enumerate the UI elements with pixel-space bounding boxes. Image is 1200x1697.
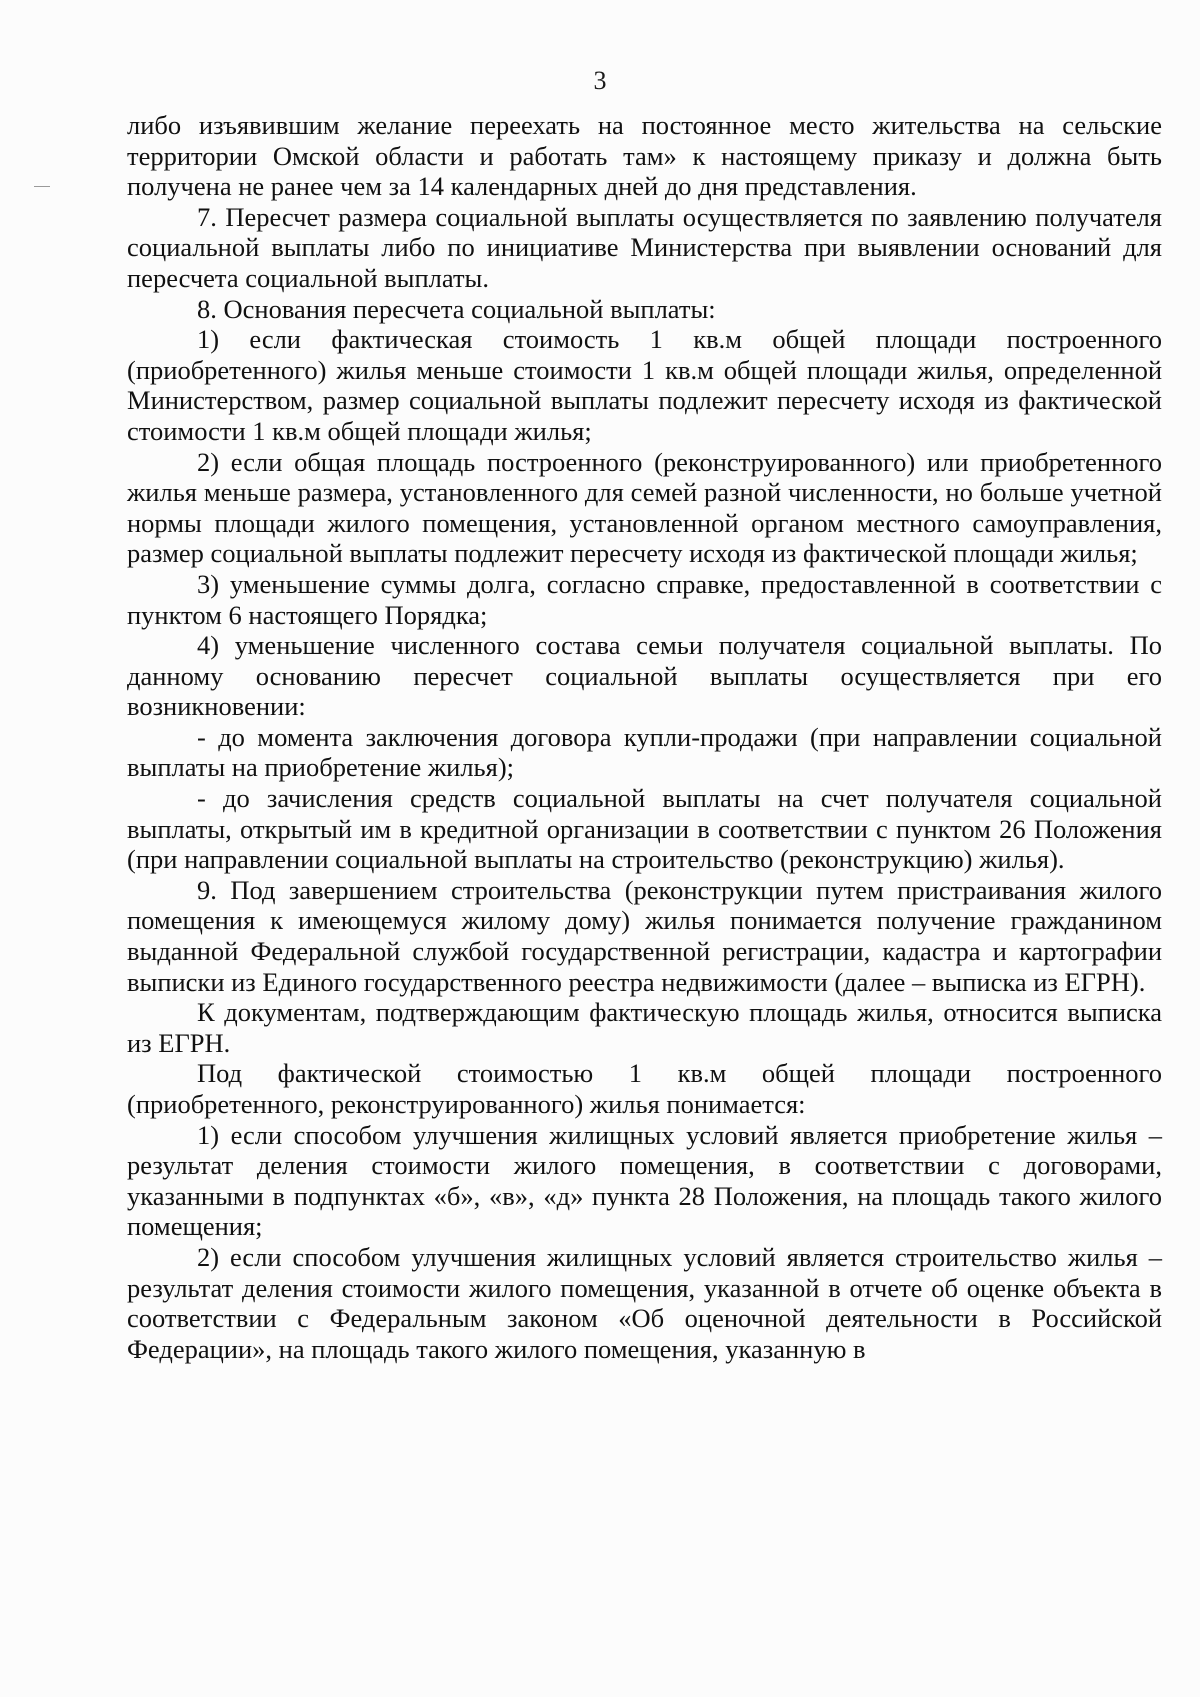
paragraph-continuation: либо изъявившим желание переехать на постоянное место жительства на сельские территории Омской области и работать там» к настоящему приказу и должна быть получена не ранее чем за 14 календарных дней до дня представления. <box>127 110 1162 202</box>
page-number: 3 <box>593 66 607 95</box>
subitem-8-1: 1) если фактическая стоимость 1 кв.м общей площади построенного (приобретенного) жилья меньше стоимости 1 кв.м общей площади жилья, определенной Министерством, размер социальной выплаты подлежит пересчету исходя из фактической стоимости 1 кв.м общей площади жилья; <box>127 324 1162 446</box>
subitem-8-2: 2) если общая площадь построенного (реконструированного) или приобретенного жилья меньше размера, установленного для семей разной численности, но больше учетной нормы площади жилого помещения, установленной органом местного самоуправления, размер социальной выплаты подлежит пересчету исходя из фактической площади жилья; <box>127 446 1162 569</box>
paragraph-item-8: 8. Основания пересчета социальной выплаты: <box>197 293 716 324</box>
dash-item-construction: - до зачисления средств социальной выплаты на счет получателя социальной выплаты, открытый им в кредитной организации в соответствии с пунктом 26 Положения (при направлении социальной выплаты на строительство (реконструкцию) жилья). <box>127 783 1162 875</box>
subitem-8-4: 4) уменьшение численного состава семьи получателя социальной выплаты. По данному основанию пересчет социальной выплаты осуществляется при его возникновении: <box>127 630 1162 722</box>
dash-item-purchase: - до момента заключения договора купли-продажи (при направлении социальной выплаты на приобретение жилья); <box>127 721 1162 783</box>
scan-margin-mark <box>34 186 50 187</box>
subitem-cost-2: 2) если способом улучшения жилищных условий является строительство жилья – результат деления стоимости жилого помещения, указанной в отчете об оценке объекта в соответствии с Федеральным законом «Об оценочной деятельности в Российской Федерации», на площадь такого жилого помещения, указанную в <box>127 1241 1162 1364</box>
subitem-8-3: 3) уменьшение суммы долга, согласно справке, предоставленной в соответствии с пунктом 6 настоящего Порядка; <box>127 568 1162 630</box>
paragraph-item-9: 9. Под завершением строительства (реконструкции путем пристраивания жилого помещения к имеющемуся жилому дому) жилья понимается получение гражданином выданной Федеральной службой государственной регистрации, кадастра и картографии выписки из Единого государственного реестра недвижимости (далее – выписка из ЕГРН). <box>127 874 1162 997</box>
paragraph-actual-cost-definition: Под фактической стоимостью 1 кв.м общей площади построенного (приобретенного, реконструированного) жилья понимается: <box>127 1058 1162 1119</box>
subitem-cost-1: 1) если способом улучшения жилищных условий является приобретение жилья – результат деления стоимости жилого помещения, в соответствии с договорами, указанными в подпунктах «б», «в», «д» пункта 28 Положения, на площадь такого жилого помещения; <box>127 1119 1162 1242</box>
document-body <box>127 110 1162 1364</box>
paragraph-item-7: 7. Пересчет размера социальной выплаты осуществляется по заявлению получателя социальной выплаты либо по инициативе Министерства при выявлении оснований для пересчета социальной выплаты. <box>127 201 1162 293</box>
paragraph-egrn-documents: К документам, подтверждающим фактическую площадь жилья, относится выписка из ЕГРН. <box>127 997 1162 1058</box>
